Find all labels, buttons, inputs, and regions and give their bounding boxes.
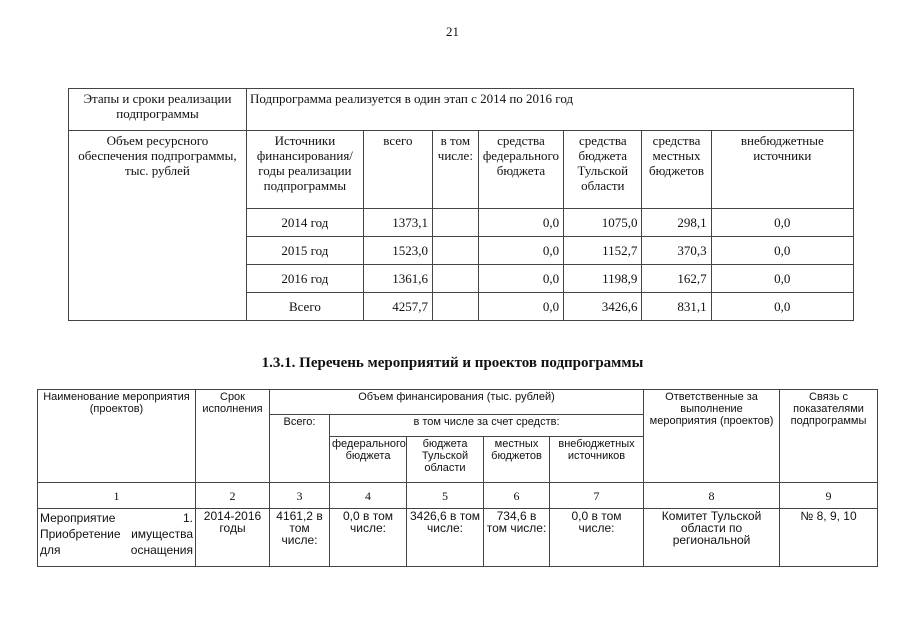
row-year: 2015 год — [246, 237, 363, 265]
cell-federal: 0,0 — [478, 209, 563, 237]
event-extra: 0,0 в том числе: — [550, 509, 644, 567]
table-row — [38, 509, 878, 567]
event-local: 734,6 в том числе: — [484, 509, 550, 567]
passport-table — [68, 88, 854, 321]
header-volume: Объем финансирования (тыс. рублей) — [270, 390, 644, 415]
cell-regional: 1075,0 — [564, 209, 642, 237]
cell-empty — [433, 265, 479, 293]
cell-local: 162,7 — [642, 265, 711, 293]
header-federal: средства федерального бюджета — [478, 131, 563, 209]
column-number: 8 — [644, 483, 780, 509]
header-federal: федерального бюджета — [330, 437, 407, 483]
cell-empty — [433, 293, 479, 321]
event-link: № 8, 9, 10 — [780, 509, 878, 567]
cell-extra: 0,0 — [711, 209, 853, 237]
cell-local: 831,1 — [642, 293, 711, 321]
cell-total: 1361,6 — [363, 265, 432, 293]
event-term: 2014-2016 годы — [196, 509, 270, 567]
cell-total: 4257,7 — [363, 293, 432, 321]
cell-local: 370,3 — [642, 237, 711, 265]
header-name: Наименование мероприятия (проектов) — [38, 390, 196, 483]
event-name: Мероприятие 1. Приобретение имущества для оснащения — [38, 509, 196, 567]
cell-regional: 1198,9 — [564, 265, 642, 293]
column-number: 2 — [196, 483, 270, 509]
cell-extra: 0,0 — [711, 265, 853, 293]
volume-label: Объем ресурсного обеспечения подпрограммы, тыс. рублей — [69, 131, 247, 321]
cell-total: 1373,1 — [363, 209, 432, 237]
column-number: 4 — [330, 483, 407, 509]
stages-label: Этапы и сроки реализации подпрограммы — [69, 89, 247, 131]
cell-regional: 1152,7 — [564, 237, 642, 265]
event-responsible: Комитет Тульской области по региональной — [644, 509, 780, 567]
cell-regional: 3426,6 — [564, 293, 642, 321]
column-number: 9 — [780, 483, 878, 509]
row-year: 2016 год — [246, 265, 363, 293]
stages-value: Подпрограмма реализуется в один этап с 2014 по 2016 год — [246, 89, 853, 131]
page-number: 21 — [446, 24, 459, 39]
cell-extra: 0,0 — [711, 237, 853, 265]
event-regional: 3426,6 в том числе: — [407, 509, 484, 567]
header-sources: Источники финансирования/ годы реализации подпрограммы — [246, 131, 363, 209]
header-responsible: Ответственные за выполнение мероприятия (проектов) — [644, 390, 780, 483]
header-total: Всего: — [270, 415, 330, 483]
cell-federal: 0,0 — [478, 293, 563, 321]
section-title: 1.3.1. Перечень мероприятий и проектов подпрограммы — [261, 355, 644, 371]
cell-federal: 0,0 — [478, 237, 563, 265]
cell-extra: 0,0 — [711, 293, 853, 321]
cell-federal: 0,0 — [478, 265, 563, 293]
header-total: всего — [363, 131, 432, 209]
header-extra: внебюджетных источников — [550, 437, 644, 483]
column-number-row — [38, 483, 878, 509]
cell-local: 298,1 — [642, 209, 711, 237]
header-link: Связь с показателями подпрограммы — [780, 390, 878, 483]
header-term: Срок исполнения — [196, 390, 270, 483]
event-federal: 0,0 в том числе: — [330, 509, 407, 567]
cell-empty — [433, 237, 479, 265]
column-number: 3 — [270, 483, 330, 509]
header-extra: внебюджетные источники — [711, 131, 853, 209]
column-number: 5 — [407, 483, 484, 509]
row-total-label: Всего — [246, 293, 363, 321]
header-including: в том числе: — [433, 131, 479, 209]
cell-empty — [433, 209, 479, 237]
header-including: в том числе за счет средств: — [330, 415, 644, 437]
column-number: 7 — [550, 483, 644, 509]
column-number: 1 — [38, 483, 196, 509]
event-total: 4161,2 в том числе: — [270, 509, 330, 567]
header-local: местных бюджетов — [484, 437, 550, 483]
events-table — [37, 389, 878, 567]
header-local: средства местных бюджетов — [642, 131, 711, 209]
column-number: 6 — [484, 483, 550, 509]
cell-total: 1523,0 — [363, 237, 432, 265]
header-regional: бюджета Тульской области — [407, 437, 484, 483]
header-regional: средства бюджета Тульской области — [564, 131, 642, 209]
row-year: 2014 год — [246, 209, 363, 237]
